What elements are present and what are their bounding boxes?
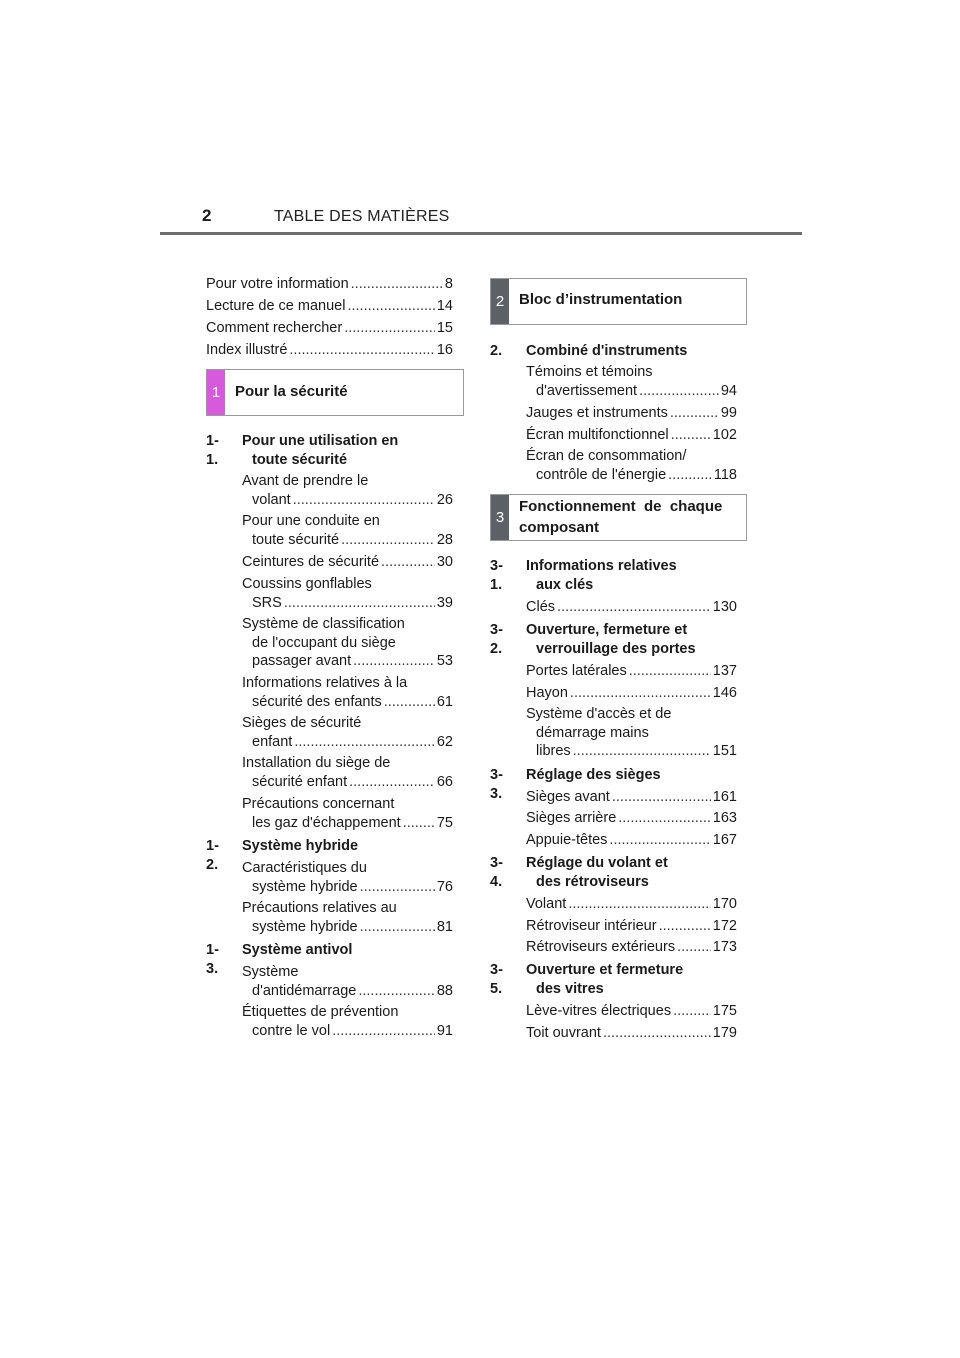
toc-intro-entry[interactable]: Index illustré ..... 16 [206, 341, 453, 360]
toc-entry[interactable]: Volant ..... 170 [526, 895, 737, 914]
toc-entry[interactable]: Caractéristiques du système hybride ..... 76 [242, 859, 453, 896]
page-number: 2 [202, 206, 212, 225]
toc-intro-entry[interactable]: Pour votre information ..... 8 [206, 275, 453, 294]
toc-intro-entry[interactable]: Comment rechercher ..... 15 [206, 319, 453, 338]
header-title: TABLE DES MATIÈRES [274, 208, 450, 225]
chapter-3-tab: 3 [491, 495, 509, 540]
toc-entry[interactable]: Ceintures de sécurité ..... 30 [242, 553, 453, 572]
toc-entry[interactable]: Hayon ..... 146 [526, 684, 737, 703]
toc-entry[interactable]: Sièges de sécurité enfant ..... 62 [242, 714, 453, 751]
chapter-2-title: Bloc d’instrumentation [519, 291, 683, 308]
chapter-1-title: Pour la sécurité [235, 383, 348, 400]
toc-entry[interactable]: Écran de consommation/ contrôle de l'énergie ..... 118 [526, 447, 737, 484]
toc-intro-entry[interactable]: Lecture de ce manuel ..... 14 [206, 297, 453, 316]
toc-entry[interactable]: Jauges et instruments ..... 99 [526, 404, 737, 423]
toc-entry[interactable]: Écran multifonctionnel ..... 102 [526, 426, 737, 445]
toc-entry[interactable]: Précautions concernant les gaz d'échappement ..... 75 [242, 795, 453, 832]
toc-entry[interactable]: Rétroviseur intérieur ..... 172 [526, 917, 737, 936]
toc-entry[interactable]: Avant de prendre le volant ..... 26 [242, 472, 453, 509]
toc-entry[interactable]: Témoins et témoins d'avertissement ..... 94 [526, 363, 737, 400]
toc-entry[interactable]: Appuie-têtes ..... 167 [526, 831, 737, 850]
toc-entry[interactable]: Coussins gonflables SRS ..... 39 [242, 575, 453, 612]
toc-entry[interactable]: Précautions relatives au système hybride ..... 81 [242, 899, 453, 936]
header-rule [160, 232, 802, 235]
chapter-3-header[interactable] [490, 494, 747, 541]
toc-entry[interactable]: Installation du siège de sécurité enfant ..... 66 [242, 754, 453, 791]
toc-entry[interactable]: Clés ..... 130 [526, 598, 737, 617]
toc-entry[interactable]: Système d'accès et de démarrage mains libres ..... 151 [526, 705, 737, 761]
toc-entry[interactable]: Système de classification de l'occupant du siège passager avant ..... 53 [242, 615, 453, 671]
toc-entry[interactable]: Sièges avant ..... 161 [526, 788, 737, 807]
toc-entry[interactable]: Lève-vitres électriques ..... 175 [526, 1002, 737, 1021]
page-header [160, 204, 802, 234]
toc-entry[interactable]: Informations relatives à la sécurité des enfants ..... 61 [242, 674, 453, 711]
chapter-2-tab: 2 [491, 279, 509, 324]
toc-entry[interactable]: Sièges arrière ..... 163 [526, 809, 737, 828]
toc-entry[interactable]: Toit ouvrant ..... 179 [526, 1024, 737, 1043]
toc-entry[interactable]: Rétroviseurs extérieurs ..... 173 [526, 938, 737, 957]
toc-entry[interactable]: Portes latérales ..... 137 [526, 662, 737, 681]
chapter-1-header[interactable] [206, 369, 464, 416]
toc-entry[interactable]: Étiquettes de prévention contre le vol ..... 91 [242, 1003, 453, 1040]
chapter-2-header[interactable] [490, 278, 747, 325]
chapter-3-title: Fonctionnement de chaque composant [519, 498, 723, 536]
chapter-1-tab: 1 [207, 370, 225, 415]
toc-entry[interactable]: Système d'antidémarrage ..... 88 [242, 963, 453, 1000]
toc-entry[interactable]: Pour une conduite en toute sécurité ..... 28 [242, 512, 453, 549]
